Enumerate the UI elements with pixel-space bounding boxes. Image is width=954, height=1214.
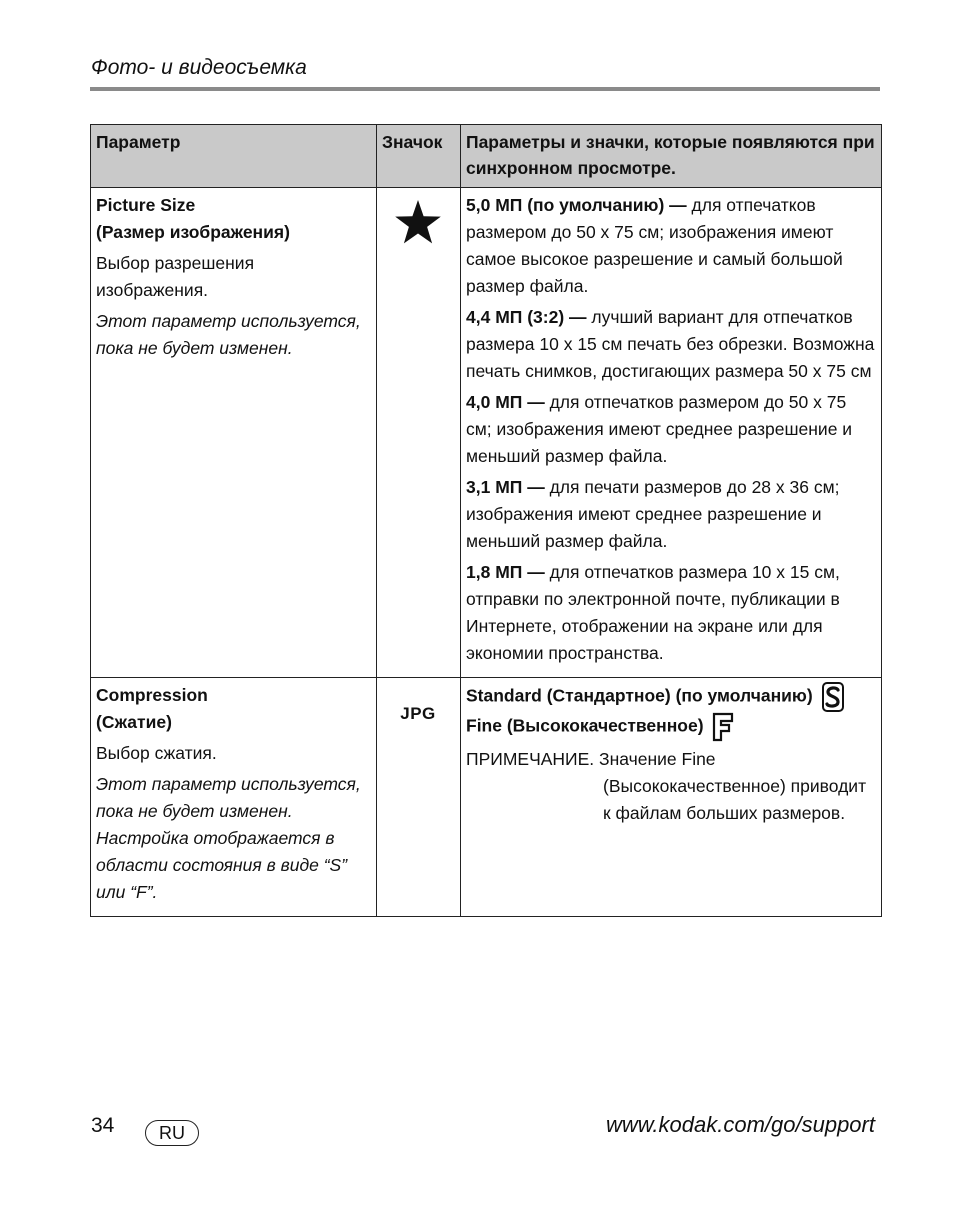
parameter-cell <box>91 678 377 917</box>
option-item <box>466 682 875 712</box>
option-label: 5,0 МП (по умолчанию) — <box>466 195 687 215</box>
option-item <box>466 389 875 470</box>
column-header-parameter: Параметр <box>91 125 377 188</box>
note-text: (Высококачественное) приводит к файлам больших размеров. <box>603 776 867 823</box>
options-cell <box>461 678 882 917</box>
column-header-options: Параметры и значки, которые появляются при синхронном просмотре. <box>461 125 882 188</box>
parameter-name: Compression <box>96 685 208 705</box>
parameter-note: Этот параметр используется, пока не будет изменен. <box>96 311 361 358</box>
parameter-description: Выбор разрешения изображения. <box>96 253 255 300</box>
option-item <box>466 712 875 742</box>
icon-cell <box>377 188 461 678</box>
table-row <box>91 188 882 678</box>
parameter-note: Этот параметр используется, пока не будет изменен. Настройка отображается в области состояния в виде “S” или “F”. <box>96 774 361 902</box>
support-url[interactable]: www.kodak.com/go/support <box>605 1112 875 1137</box>
note-label: ПРИМЕЧАНИЕ. <box>466 749 595 769</box>
table-row <box>91 678 882 917</box>
language-badge: RU <box>145 1120 199 1146</box>
option-text: для печати размеров до 28 x 36 см; изображения имеют среднее разрешение и меньший размер файла. <box>466 477 840 551</box>
parameter-name-ru: (Размер изображения) <box>96 222 290 242</box>
option-label: Fine (Высококачественное) <box>466 715 704 736</box>
option-text: для отпечатков размера 10 x 15 см, отправки по электронной почте, публикации в Интернете, отображении на экране или для экономии пространства. <box>466 562 840 663</box>
option-text: для отпечатков размером до 50 x 75 см; изображения имеют среднее разрешение и меньший размер файла. <box>466 392 853 466</box>
options-cell <box>461 188 882 678</box>
parameter-description: Выбор сжатия. <box>96 743 217 763</box>
star-icon <box>394 198 442 246</box>
settings-table <box>90 124 882 917</box>
table-header-row <box>91 125 882 188</box>
standard-s-icon <box>822 682 844 712</box>
note-first-line <box>466 746 875 773</box>
option-item <box>466 192 875 300</box>
option-text: лучший вариант для отпечатков размера 10 x 15 см печать без обрезки. Возможна печать снимков, достигающих размера 50 x 75 см <box>466 307 875 381</box>
header-rule <box>90 87 880 91</box>
option-label: 3,1 МП — <box>466 477 545 497</box>
note-block <box>466 746 875 827</box>
option-item <box>466 304 875 385</box>
option-label: 4,4 МП (3:2) — <box>466 307 587 327</box>
option-item <box>466 559 875 667</box>
icon-cell <box>377 678 461 917</box>
column-header-icon: Значок <box>377 125 461 188</box>
option-label: 4,0 МП — <box>466 392 545 412</box>
parameter-cell <box>91 188 377 678</box>
parameter-name-ru: (Сжатие) <box>96 712 172 732</box>
option-item <box>466 474 875 555</box>
jpg-icon: JPG <box>400 704 436 723</box>
option-text: для отпечатков размером до 50 x 75 см; изображения имеют самое высокое разрешение и самый большой размер файла. <box>466 195 843 296</box>
fine-f-icon <box>712 712 734 742</box>
note-first: Значение Fine <box>594 749 716 769</box>
parameter-name: Picture Size <box>96 195 196 215</box>
option-label: Standard (Стандартное) (по умолчанию) <box>466 685 813 706</box>
page-header-title: Фото- и видеосъемка <box>91 56 307 79</box>
page-number: 34 <box>91 1114 115 1137</box>
option-label: 1,8 МП — <box>466 562 545 582</box>
